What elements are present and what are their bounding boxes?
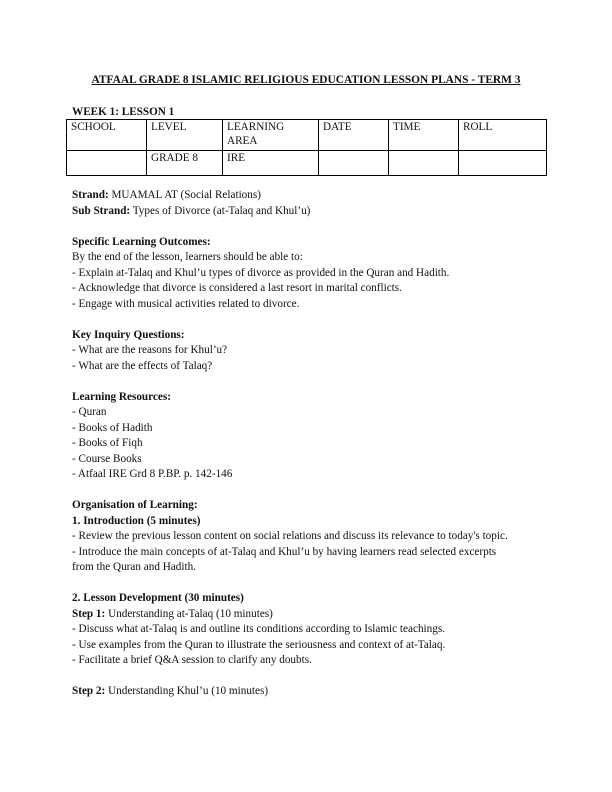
inquiry-item: - What are the effects of Talaq? (72, 359, 213, 372)
introduction-heading: 1. Introduction (5 minutes) (72, 514, 201, 527)
step1-item: - Use examples from the Quran to illustrate the seriousness and context of at-Talaq. (72, 638, 446, 651)
sub-strand-value: Types of Divorce (at-Talaq and Khul’u) (130, 204, 311, 217)
sub-strand-line (72, 204, 552, 220)
strand-label: Strand: (72, 189, 109, 201)
header-time: TIME (389, 120, 459, 151)
outcome-item: - Acknowledge that divorce is considered a last resort in marital conflicts. (72, 282, 402, 294)
outcomes-intro: By the end of the lesson, learners should be able to: (72, 251, 303, 263)
table-header-row (67, 120, 547, 151)
document-title: ATFAAL GRADE 8 ISLAMIC RELIGIOUS EDUCATION LESSON PLANS - TERM 3 (91, 74, 521, 86)
lesson-body (72, 188, 552, 700)
outcome-item: - Explain at-Talaq and Khul’u types of divorce as provided in the Quran and Hadith. (72, 266, 450, 279)
value-school (67, 151, 147, 176)
step1-item: - Facilitate a brief Q&A session to clarify any doubts. (72, 654, 312, 666)
step2-label: Step 2: (72, 685, 106, 697)
strand-line (72, 188, 552, 204)
lesson-info-table (66, 119, 547, 176)
value-level: GRADE 8 (147, 151, 223, 176)
value-date (319, 151, 389, 176)
resources-heading: Learning Resources: (72, 390, 171, 403)
step1-value: Understanding at-Talaq (10 minutes) (105, 607, 273, 620)
step2-value: Understanding Khul’u (10 minutes) (105, 685, 269, 697)
outcome-item: - Engage with musical activities related to divorce. (72, 297, 300, 310)
value-roll (459, 151, 547, 176)
step2-line (72, 684, 552, 700)
resource-item: - Quran (72, 406, 107, 418)
value-learning-area: IRE (223, 151, 319, 176)
header-school: SCHOOL (67, 120, 147, 151)
step1-item: - Discuss what at-Talaq is and outline its conditions according to Islamic teachings. (72, 623, 445, 635)
organisation-heading: Organisation of Learning: (72, 499, 198, 511)
header-level: LEVEL (147, 120, 223, 151)
header-roll: ROLL (459, 120, 547, 151)
sub-strand-label: Sub Strand: (72, 204, 131, 217)
resource-item: - Atfaal IRE Grd 8 P.BP. p. 142-146 (72, 468, 233, 480)
resource-item: - Course Books (72, 452, 142, 465)
resource-item: - Books of Fiqh (72, 437, 143, 449)
strand-value: MUAMAL AT (Social Relations) (108, 189, 261, 201)
inquiry-heading: Key Inquiry Questions: (72, 328, 185, 341)
development-heading: 2. Lesson Development (30 minutes) (72, 592, 244, 604)
introduction-item: from the Quran and Hadith. (72, 561, 196, 573)
table-value-row (67, 151, 547, 176)
introduction-item: - Introduce the main concepts of at-Talaq and Khul’u by having learners read selected excerpts (72, 545, 497, 558)
week-lesson-heading: WEEK 1: LESSON 1 (72, 106, 175, 118)
header-date: DATE (319, 120, 389, 151)
step1-line (72, 607, 552, 623)
resource-item: - Books of Hadith (72, 421, 153, 434)
introduction-item: - Review the previous lesson content on social relations and discuss its relevance to today's topic. (72, 530, 508, 542)
value-time (389, 151, 459, 176)
outcomes-heading: Specific Learning Outcomes: (72, 235, 211, 248)
step1-label: Step 1: (72, 607, 106, 620)
inquiry-item: - What are the reasons for Khul’u? (72, 344, 228, 356)
header-learning-area: LEARNING AREA (223, 120, 319, 151)
